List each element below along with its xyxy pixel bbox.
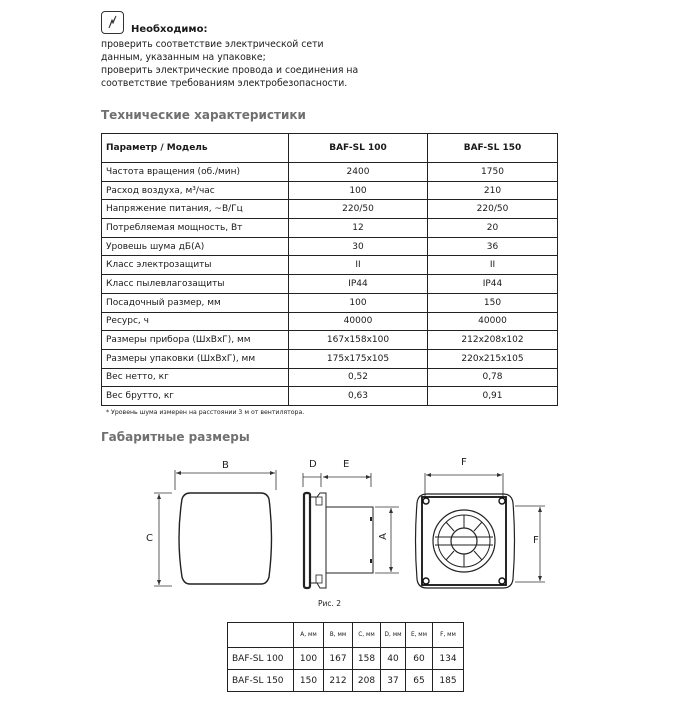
param-cell: Вес нетто, кг	[102, 368, 289, 387]
dimension-label-f-top: F	[461, 457, 467, 468]
value-cell: 0,91	[428, 387, 558, 406]
warning-text	[101, 38, 358, 90]
value-cell: 150	[428, 293, 558, 312]
param-cell: Ресурс, ч	[102, 312, 289, 331]
specs-title: Технические характеристики	[101, 108, 306, 122]
value-cell: 40000	[289, 312, 428, 331]
value-cell: II	[428, 256, 558, 275]
param-cell: Расход воздуха, м³/час	[102, 181, 289, 200]
warning-title: Необходимо:	[131, 24, 208, 35]
param-cell: Класс электрозащиты	[102, 256, 289, 275]
param-cell: Напряжение питания, ~В/Гц	[102, 200, 289, 219]
table-row	[102, 237, 558, 256]
param-cell: Уровешь шума дБ(А)	[102, 237, 289, 256]
warning-line: проверить соответствие электрической сети	[101, 39, 324, 50]
header-cell: A, мм	[294, 623, 324, 648]
header-cell	[228, 623, 294, 648]
value-cell: 212	[324, 670, 353, 692]
header-cell: BAF-SL 100	[289, 134, 428, 163]
lightning-warning-icon	[101, 11, 124, 34]
dimension-label-f-side: F	[533, 535, 539, 546]
value-cell: 210	[428, 181, 558, 200]
value-cell: 167x158x100	[289, 331, 428, 350]
dimension-label-d: D	[309, 459, 317, 470]
dimension-label-a: A	[377, 533, 389, 540]
footnote: * Уровень шума измерен на расстоянии 3 м от вентилятора.	[106, 409, 305, 416]
table-header-row	[228, 623, 464, 648]
value-cell: 20	[428, 219, 558, 238]
value-cell: 0,63	[289, 387, 428, 406]
value-cell: 175x175x105	[289, 349, 428, 368]
value-cell: 220/50	[428, 200, 558, 219]
value-cell: IP44	[289, 275, 428, 294]
value-cell: 220/50	[289, 200, 428, 219]
param-cell: Размеры прибора (ШхВхГ), мм	[102, 331, 289, 350]
value-cell: 220x215x105	[428, 349, 558, 368]
table-row	[228, 648, 464, 670]
value-cell: 134	[433, 648, 464, 670]
param-cell: Посадочный размер, мм	[102, 293, 289, 312]
model-cell: BAF-SL 150	[228, 670, 294, 692]
value-cell: II	[289, 256, 428, 275]
value-cell: 40	[381, 648, 406, 670]
param-cell: Вес брутто, кг	[102, 387, 289, 406]
specs-table	[101, 133, 558, 406]
value-cell: 1750	[428, 163, 558, 182]
param-cell: Класс пылевлагозащиты	[102, 275, 289, 294]
warning-line: данным, указанным на упаковке;	[101, 52, 266, 63]
warning-line: соответствие требованиям электробезопасности.	[101, 78, 348, 89]
dimension-label-c: C	[146, 533, 153, 544]
param-cell: Потребляемая мощность, Вт	[102, 219, 289, 238]
value-cell: 2400	[289, 163, 428, 182]
table-row	[102, 256, 558, 275]
header-cell: C, мм	[353, 623, 381, 648]
table-row	[102, 368, 558, 387]
value-cell: 100	[294, 648, 324, 670]
front-view-drawing	[140, 455, 290, 595]
table-row	[102, 200, 558, 219]
value-cell: 208	[353, 670, 381, 692]
value-cell: 150	[294, 670, 324, 692]
table-row	[102, 312, 558, 331]
model-cell: BAF-SL 100	[228, 648, 294, 670]
table-row	[102, 219, 558, 238]
value-cell: 30	[289, 237, 428, 256]
value-cell: 100	[289, 181, 428, 200]
value-cell: 100	[289, 293, 428, 312]
table-row	[228, 670, 464, 692]
table-row	[102, 331, 558, 350]
table-row	[102, 349, 558, 368]
value-cell: 40000	[428, 312, 558, 331]
param-cell: Размеры упаковки (ШхВхГ), мм	[102, 349, 289, 368]
figure-caption: Рис. 2	[318, 599, 342, 608]
header-cell: B, мм	[324, 623, 353, 648]
dimension-label-b: B	[222, 460, 229, 471]
side-view-drawing	[295, 455, 405, 595]
param-cell: Частота вращения (об./мин)	[102, 163, 289, 182]
value-cell: 60	[406, 648, 433, 670]
dimensions-title: Габаритные размеры	[101, 430, 250, 444]
table-row	[102, 387, 558, 406]
value-cell: IP44	[428, 275, 558, 294]
dimensions-table	[227, 622, 464, 692]
value-cell: 185	[433, 670, 464, 692]
grille-view-drawing	[405, 455, 565, 595]
warning-line: проверить электрические провода и соединения на	[101, 65, 359, 76]
header-cell: E, мм	[406, 623, 433, 648]
table-row	[102, 293, 558, 312]
value-cell: 37	[381, 670, 406, 692]
header-cell: BAF-SL 150	[428, 134, 558, 163]
header-cell: Параметр / Модель	[102, 134, 289, 163]
header-cell: F, мм	[433, 623, 464, 648]
value-cell: 212x208x102	[428, 331, 558, 350]
value-cell: 12	[289, 219, 428, 238]
dimension-label-e: E	[343, 459, 350, 470]
value-cell: 167	[324, 648, 353, 670]
table-row	[102, 163, 558, 182]
header-cell: D, мм	[381, 623, 406, 648]
table-header-row	[102, 134, 558, 163]
value-cell: 0,78	[428, 368, 558, 387]
value-cell: 36	[428, 237, 558, 256]
value-cell: 158	[353, 648, 381, 670]
value-cell: 0,52	[289, 368, 428, 387]
table-row	[102, 275, 558, 294]
table-row	[102, 181, 558, 200]
value-cell: 65	[406, 670, 433, 692]
